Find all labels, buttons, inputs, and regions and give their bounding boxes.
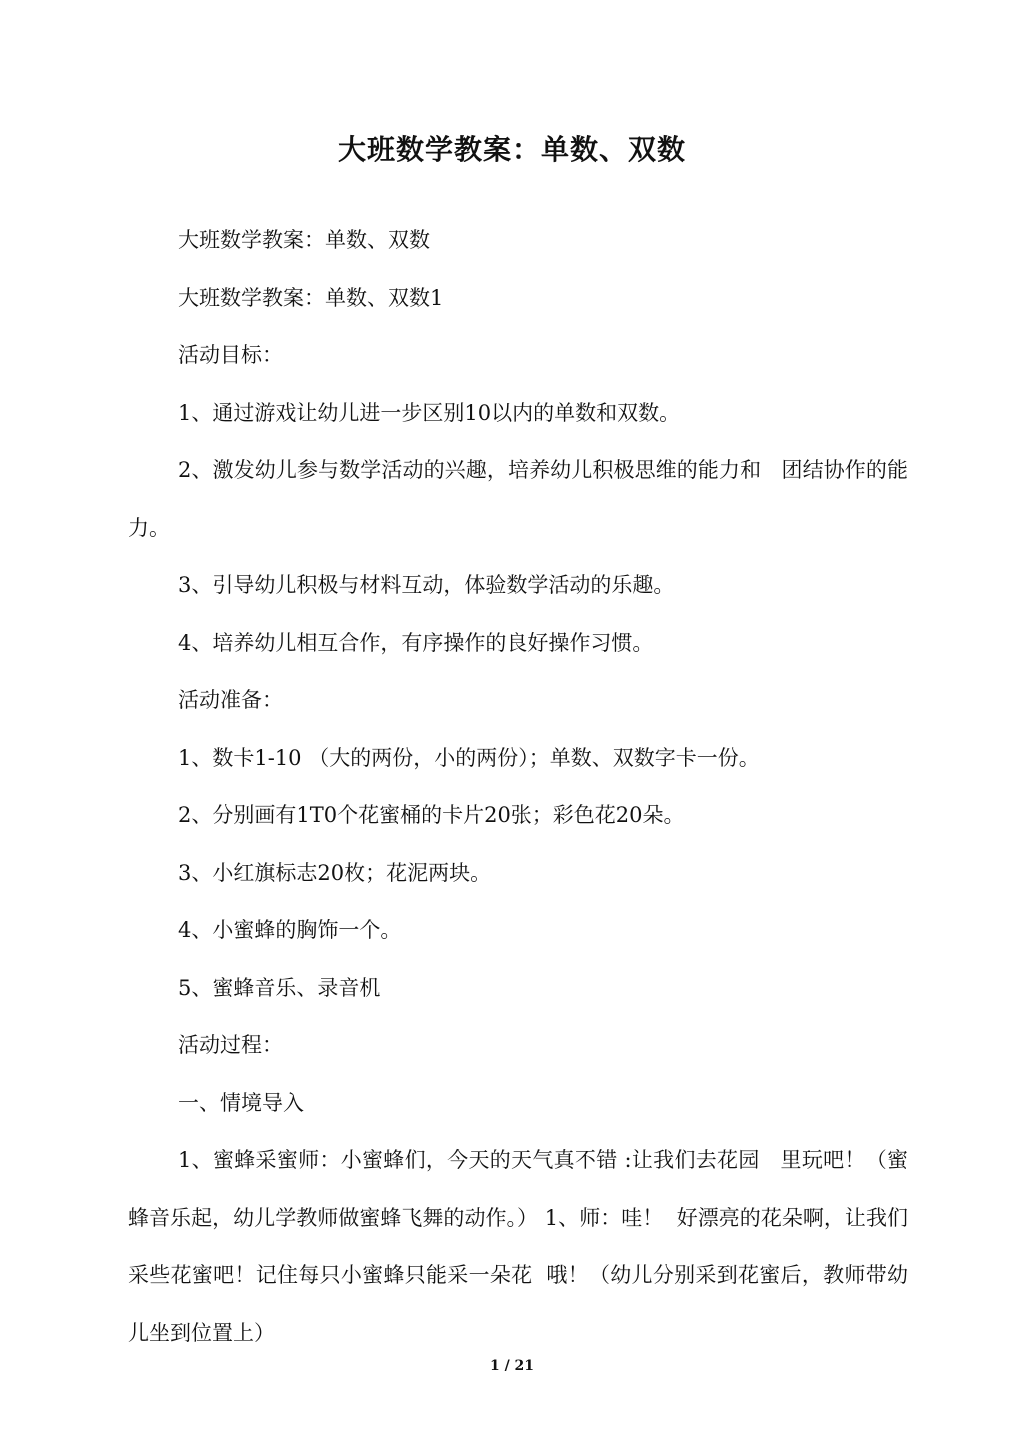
section-heading: 活动目标： (178, 343, 283, 367)
page-number: 1 / 21 (489, 1358, 535, 1374)
paragraph: 大班数学教案：单数、双数1 (178, 285, 444, 310)
list-item: 3、引导幼儿积极与材料互动，体验数学活动的乐趣。 (178, 573, 675, 597)
paragraph: 大班数学教案：单数、双数 (178, 228, 430, 252)
list-item: 1、数卡1-10 （大的两份，小的两份）；单数、双数字卡一份。 (178, 745, 760, 770)
list-item: 2、分别画有1T0个花蜜桶的卡片20张；彩色花20朵。 (178, 803, 685, 827)
subsection-heading: 一、情境导入 (178, 1090, 304, 1115)
section-heading: 活动过程： (178, 1033, 283, 1057)
list-item: 4、小蜜蜂的胸饰一个。 (178, 918, 402, 942)
list-item: 1、通过游戏让幼儿进一步区别10以内的单数和双数。 (178, 400, 681, 425)
list-item: 4、培养幼儿相互合作，有序操作的良好操作习惯。 (178, 630, 654, 655)
paragraph: 1、蜜蜂采蜜师：小蜜蜂们，今天的天气真不错 :让我们去花园 里玩吧！（蜜蜂音乐起，幼儿学教师做蜜蜂飞舞的动作。） 1、师：哇！ 好漂亮的花朵啊，让我们采些花蜜吧！记住每只小蜜蜂只能采一朵花 哦！（幼儿分别采到花蜜后，教师带幼儿坐到位置上） (128, 1148, 908, 1345)
list-item: 2、激发幼儿参与数学活动的兴趣，培养幼儿积极思维的能力和 团结协作的能力。 (128, 458, 908, 540)
document-title: 大班数学教案：单数、双数 (337, 133, 686, 166)
list-item: 3、小红旗标志20枚；花泥两块。 (178, 860, 492, 885)
document-body (128, 212, 908, 1362)
list-item: 5、蜜蜂音乐、录音机 (178, 975, 381, 1000)
section-heading: 活动准备： (178, 688, 283, 712)
